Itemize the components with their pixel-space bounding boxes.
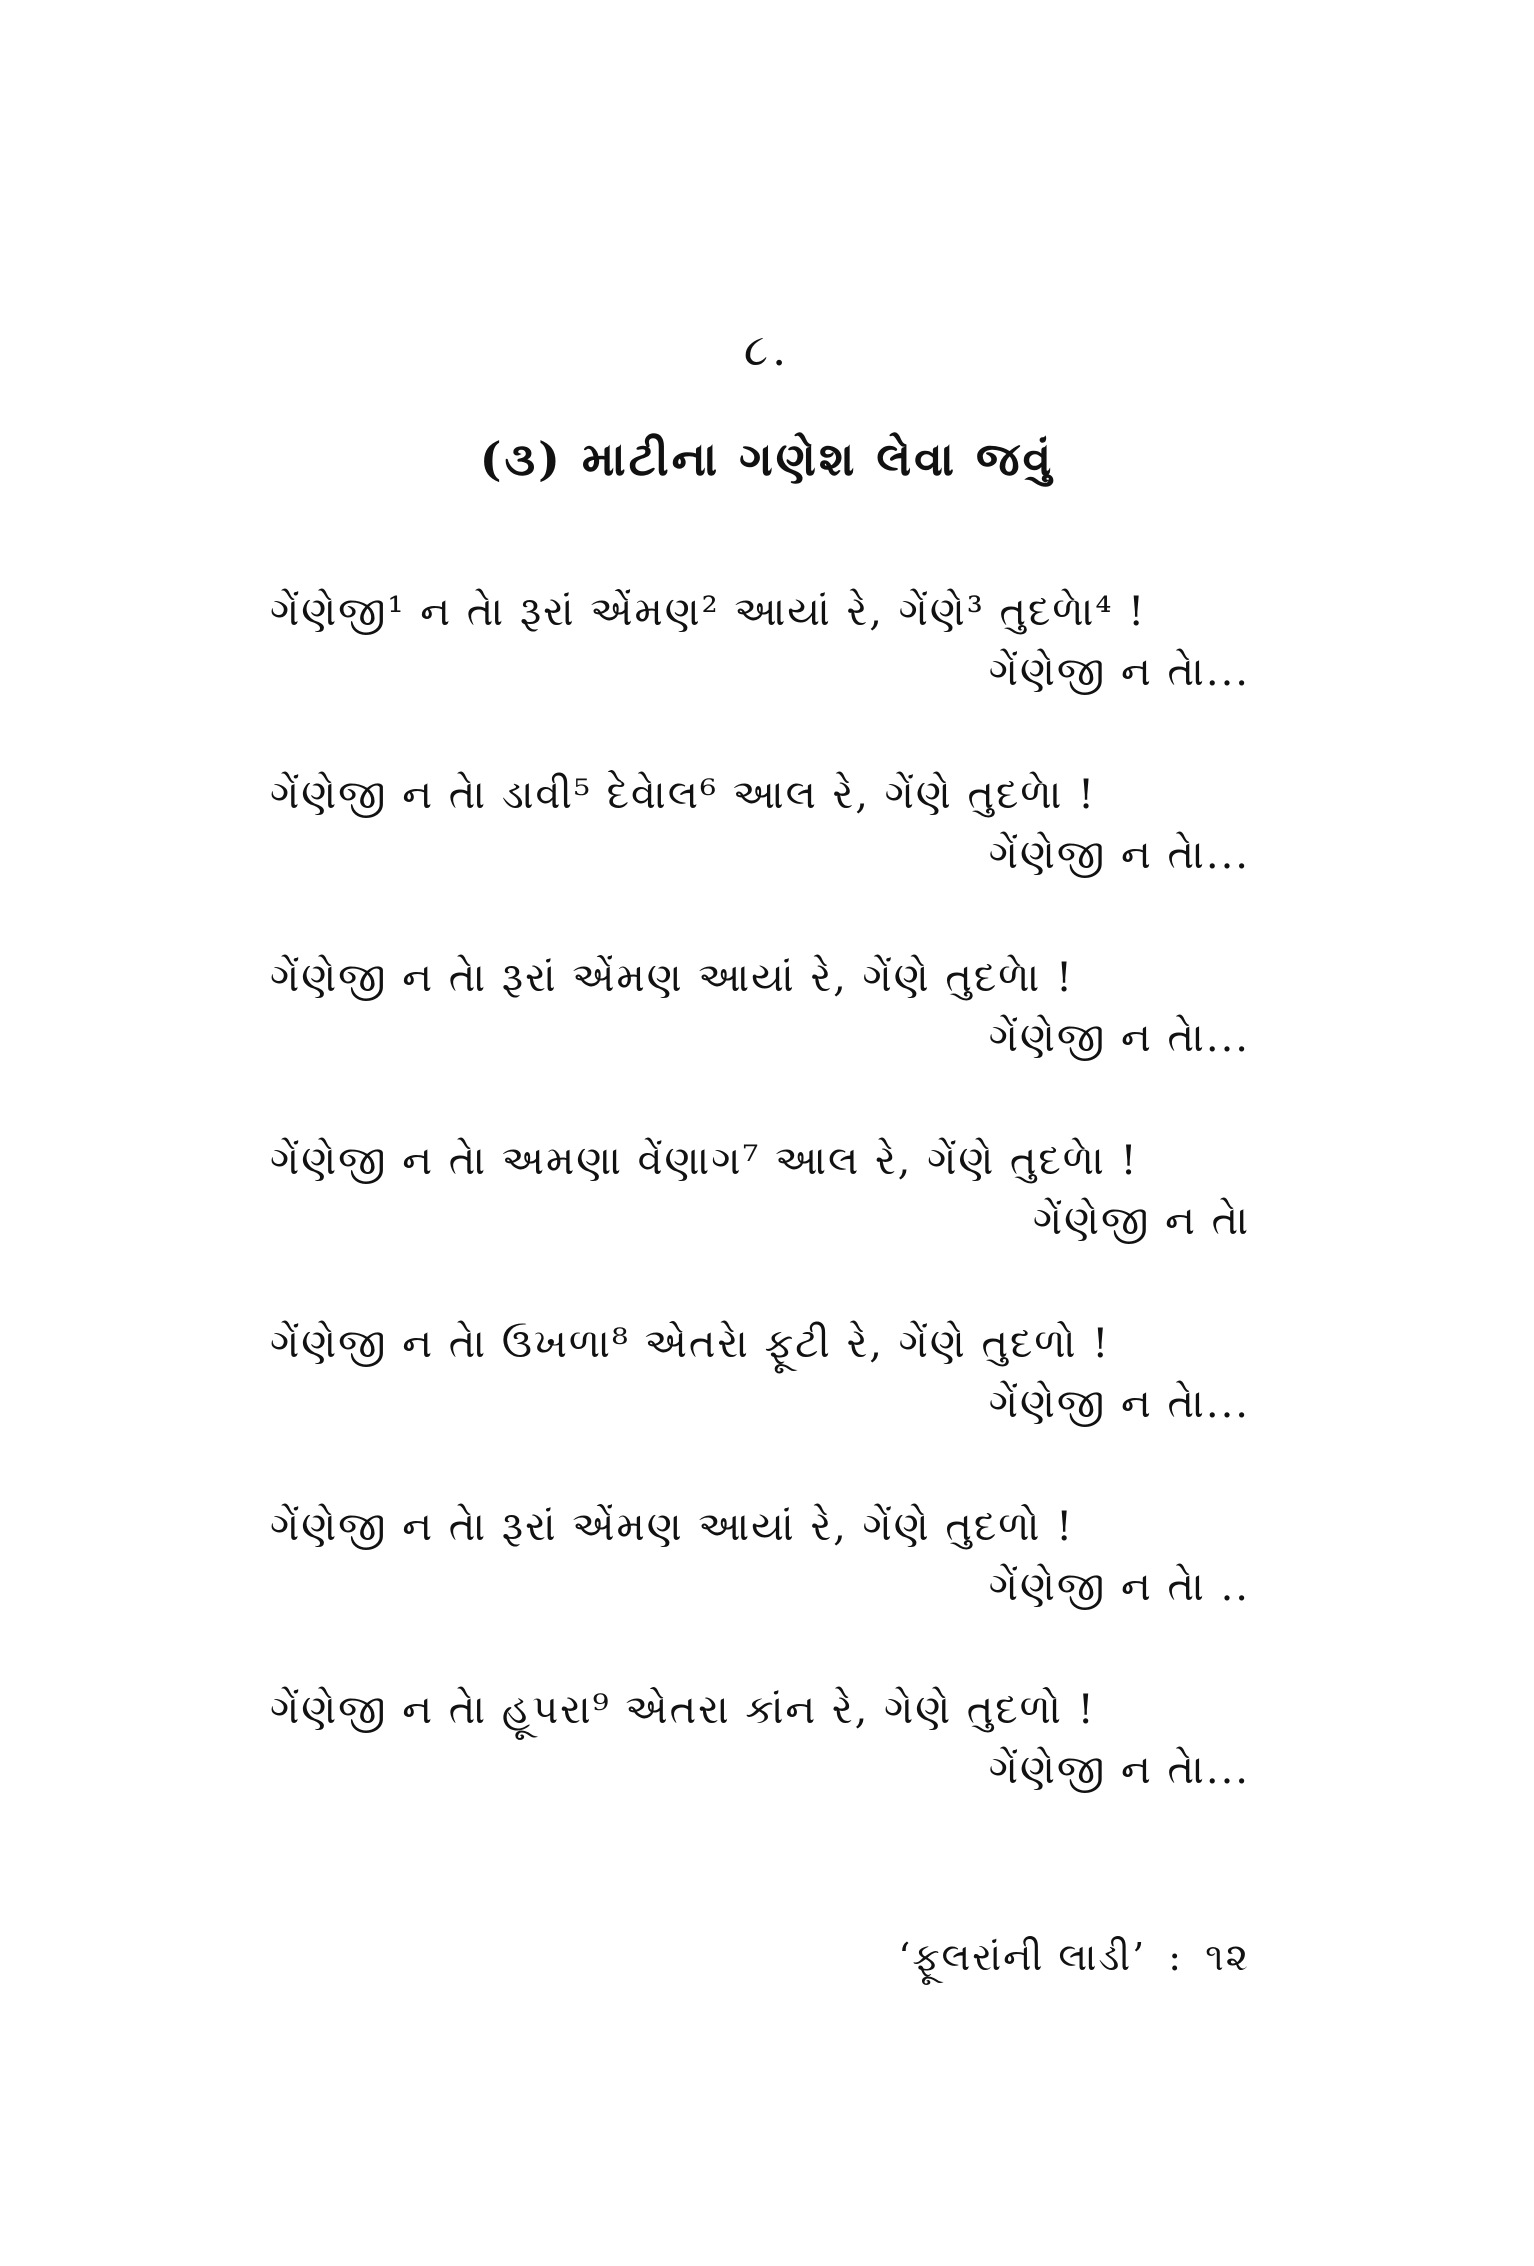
verse-line: ગેંણેજી ન તેા હૂપરા⁹ એતરા કાંન રે, ગેણે તુદળો ! <box>270 1687 1096 1733</box>
refrain-line: ગેંણેજી ન તેા... <box>988 832 1250 878</box>
stanza-5 <box>270 1314 1250 1434</box>
stanza-7 <box>270 1680 1250 1800</box>
stanza-3 <box>270 948 1250 1068</box>
footer-separator: : <box>1168 1935 1184 1979</box>
page-footer <box>898 1935 1250 1980</box>
section-number: ૮. <box>743 325 791 376</box>
stanza-2 <box>270 765 1250 885</box>
verse-line: ગેંણેજી ન તેા ડાવી⁵ દેવેાલ⁶ આલ રે, ગેંણે તુદળેા ! <box>270 772 1097 818</box>
page-number: ૧૨ <box>1205 1935 1250 1979</box>
refrain-line: ગેંણેજી ન તેા .. <box>988 1564 1250 1610</box>
refrain-line: ગેંણેજી ન તેા... <box>988 1381 1250 1427</box>
refrain-line: ગેંણેજી ન તેા... <box>988 649 1250 695</box>
stanza-6 <box>270 1497 1250 1617</box>
refrain-line: ગેંણેજી ન તેા... <box>988 1747 1250 1793</box>
verse-line: ગેંણેજી ન તેા રૂરાં એંમણ આયાં રે, ગેંણે તુદળો ! <box>270 1504 1075 1550</box>
verse-line: ગેંણેજી ન તેા અમણા વેંણાગ⁷ આલ રે, ગેંણે તુદળેા ! <box>270 1138 1139 1184</box>
verse-line: ગેંણેજી ન તેા રૂરાં એંમણ આયાં રે, ગેંણે તુદળેા ! <box>270 955 1075 1001</box>
song-title: (૩) માટીના ગણેશ લેવા જવું <box>479 432 1055 486</box>
verse-line: ગેંણેજી¹ ન તેા રૂરાં એંમણ² આયાં રે, ગેંણે³ તુદળેા⁴ ! <box>270 589 1147 635</box>
book-title: ‘ફૂલરાંની લાડી’ <box>898 1935 1147 1979</box>
stanza-4 <box>270 1131 1250 1251</box>
stanza-1 <box>270 582 1250 702</box>
refrain-line: ગેંણેજી ન તેા <box>1032 1198 1250 1244</box>
refrain-line: ગેંણેજી ન તેા... <box>988 1015 1250 1061</box>
verse-line: ગેંણેજી ન તેા ઉખળા⁸ એતરેા ફૂટી રે, ગેંણે તુદળો ! <box>270 1321 1111 1367</box>
